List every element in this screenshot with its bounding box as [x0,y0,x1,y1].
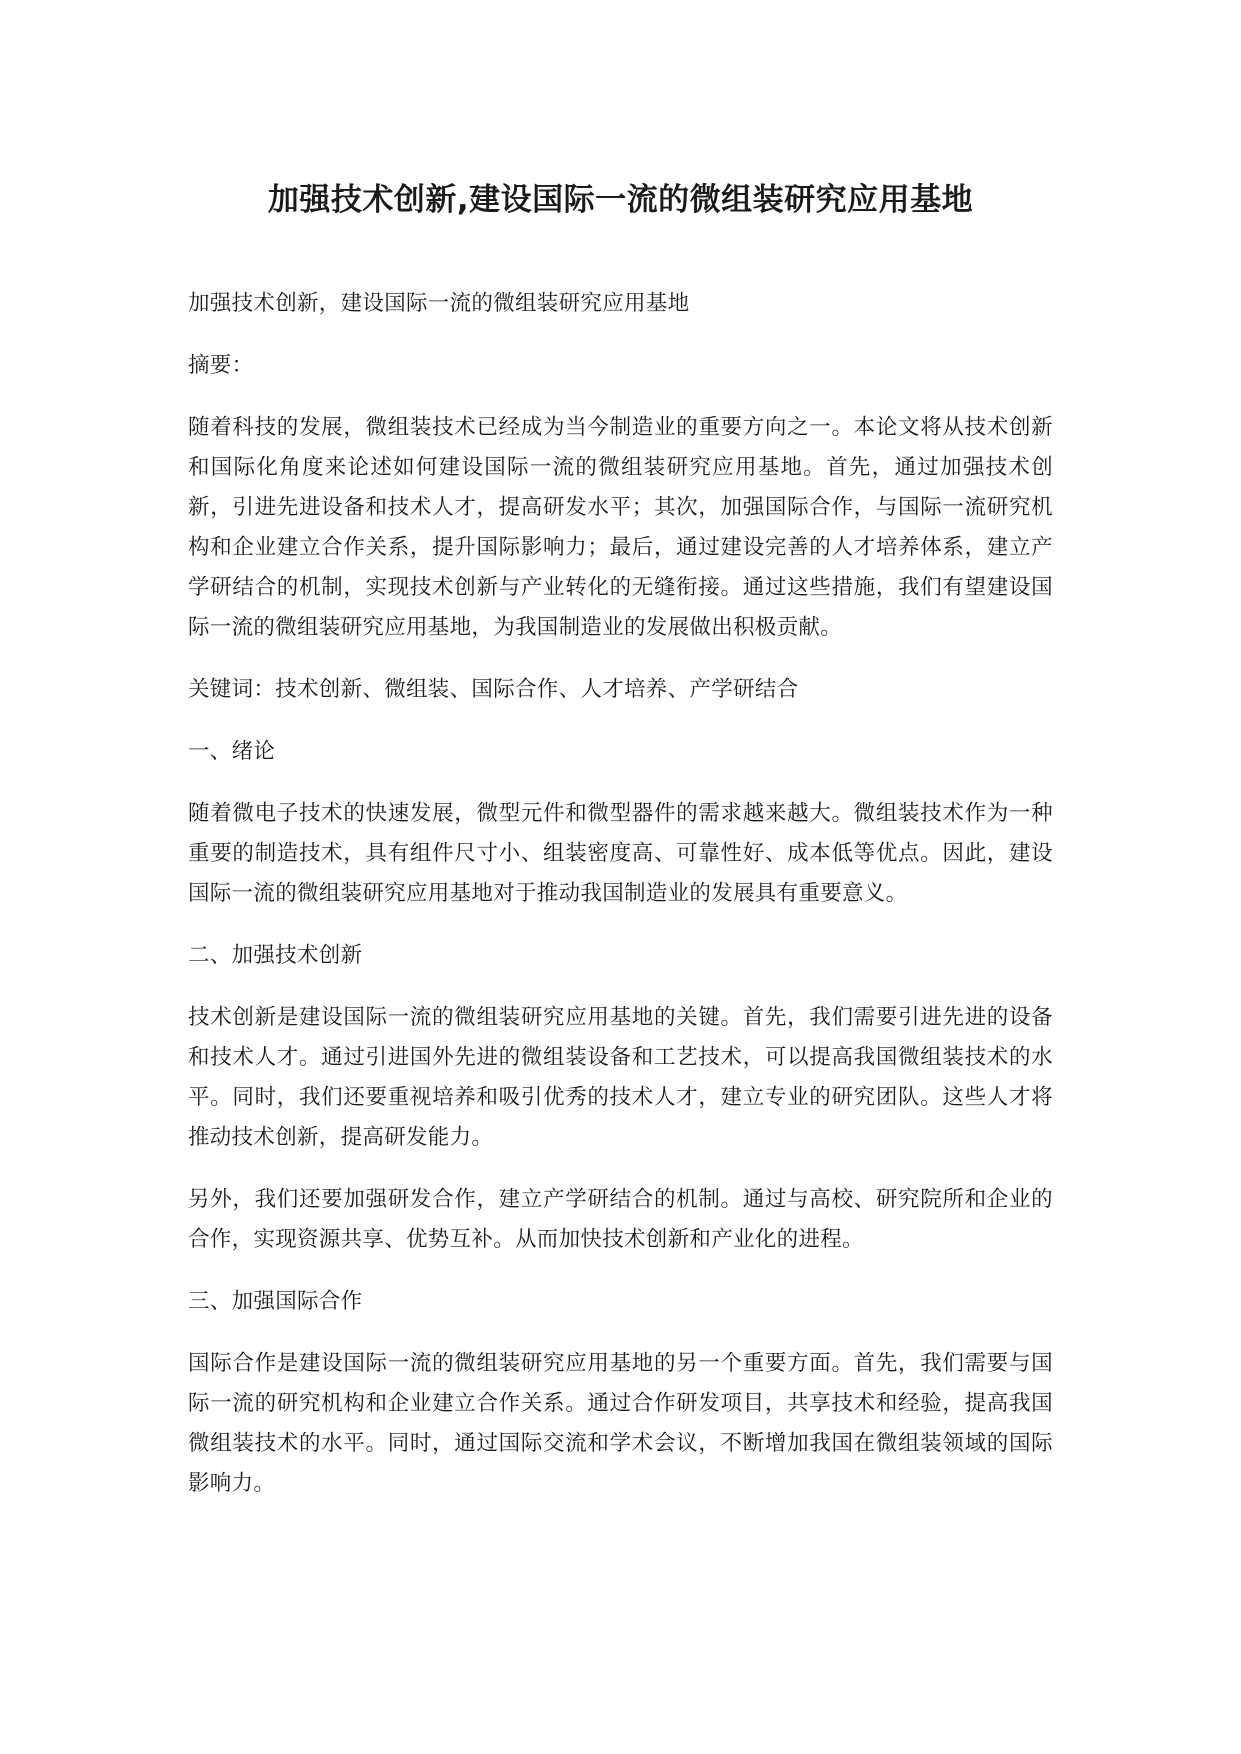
document-body [188,284,1053,1504]
abstract-paragraph: 随着科技的发展，微组装技术已经成为当今制造业的重要方向之一。本论文将从技术创新和国际化角度来论述如何建设国际一流的微组装研究应用基地。首先，通过加强技术创新，引进先进设备和技术人才，提高研发水平；其次，加强国际合作，与国际一流研究机构和企业建立合作关系，提升国际影响力；最后，通过建设完善的人才培养体系，建立产学研结合的机制，实现技术创新与产业转化的无缝衔接。通过这些措施，我们有望建设国际一流的微组装研究应用基地，为我国制造业的发展做出积极贡献。 [188,415,1053,640]
introduction-paragraph: 随着微电子技术的快速发展，微型元件和微型器件的需求越来越大。微组装技术作为一种重要的制造技术，具有组件尺寸小、组装密度高、可靠性好、成本低等优点。因此，建设国际一流的微组装研究应用基地对于推动我国制造业的发展具有重要意义。 [188,801,1053,906]
section-heading-introduction: 一、绪论 [188,739,276,764]
subtitle-paragraph: 加强技术创新，建设国际一流的微组装研究应用基地 [188,291,690,316]
section-heading-tech-innovation: 二、加强技术创新 [188,943,363,968]
keywords-paragraph: 关键词：技术创新、微组装、国际合作、人才培养、产学研结合 [188,677,799,702]
section-heading-international-cooperation: 三、加强国际合作 [188,1289,363,1314]
tech-innovation-paragraph-2: 另外，我们还要加强研发合作，建立产学研结合的机制。通过与高校、研究院所和企业的合作，实现资源共享、优势互补。从而加快技术创新和产业化的进程。 [188,1187,1053,1252]
tech-innovation-paragraph-1: 技术创新是建设国际一流的微组装研究应用基地的关键。首先，我们需要引进先进的设备和技术人才。通过引进国外先进的微组装设备和工艺技术，可以提高我国微组装技术的水平。同时，我们还要重视培养和吸引优秀的技术人才，建立专业的研究团队。这些人才将推动技术创新，提高研发能力。 [188,1005,1053,1150]
international-cooperation-paragraph: 国际合作是建设国际一流的微组装研究应用基地的另一个重要方面。首先，我们需要与国际一流的研究机构和企业建立合作关系。通过合作研发项目，共享技术和经验，提高我国微组装技术的水平。同时，通过国际交流和学术会议，不断增加我国在微组装领域的国际影响力。 [188,1351,1053,1496]
abstract-heading: 摘要： [188,353,254,378]
document-title: 加强技术创新,建设国际一流的微组装研究应用基地 [267,182,974,218]
